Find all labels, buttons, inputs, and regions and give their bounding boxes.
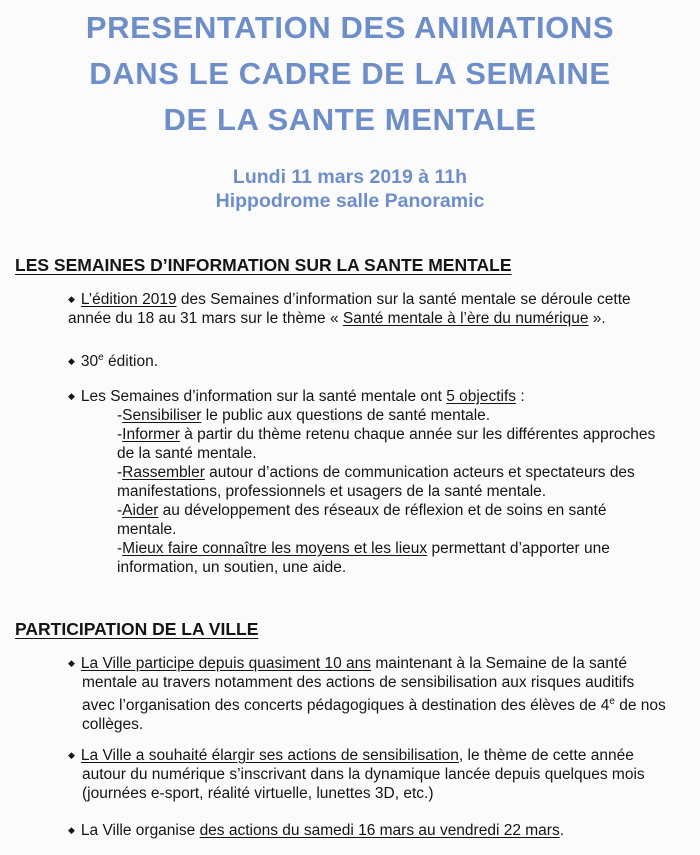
- section-heading-semaines: LES SEMAINES D’INFORMATION SUR LA SANTE MENTALE: [15, 255, 512, 275]
- paragraph-objectifs: ◆ Les Semaines d’information sur la santé mentale ont 5 objectifs :: [68, 388, 525, 405]
- diamond-bullet-icon: ◆: [68, 825, 75, 835]
- diamond-bullet-icon: ◆: [68, 750, 75, 760]
- objective-item: -Rassembler autour d’actions de communication acteurs et spectateurs des: [117, 464, 635, 481]
- paragraph-edition: ◆ L’édition 2019 des Semaines d’information sur la santé mentale se déroule cette année du 18 au 31 mars sur le thème « Santé mentale à l’ère du numérique ».: [68, 291, 631, 327]
- paragraph-ville-participe: ◆ La Ville participe depuis quasiment 10 ans maintenant à la Semaine de la santé mentale au travers notamment des actions de sensibilisation aux risques auditifs avec l’organisation des concerts pédagogiques à destination des élèves de 4e de nos collèges.: [68, 655, 666, 734]
- diamond-bullet-icon: ◆: [68, 391, 75, 401]
- objective-item: -Aider au développement des réseaux de réflexion et de soins en santé: [117, 502, 607, 519]
- objective-item: -Mieux faire connaître les moyens et les lieux permettant d’apporter une: [117, 540, 610, 557]
- event-place: Hippodrome salle Panoramic: [215, 190, 485, 212]
- diamond-bullet-icon: ◆: [68, 294, 75, 304]
- objectives-list: -Sensibiliser le public aux questions de santé mentale. -Informer à partir du thème retenu chaque année sur les différentes approches de la santé mentale. -Rassembler autour d’actions de communication acteurs et spectateurs des manifestations, professionnels et usagers de la santé mentale. -Aider au développement des réseaux de réflexion et de soins en santé mentale. -Mieux faire connaître les moyens et les lieux permettant d’apporter une information, un soutien, une aide.: [117, 406, 675, 577]
- title-line-3: DE LA SANTE MENTALE: [163, 102, 537, 137]
- event-date: Lundi 11 mars 2019 à 11h: [232, 166, 468, 188]
- diamond-bullet-icon: ◆: [68, 356, 75, 367]
- section-heading-participation: PARTICIPATION DE LA VILLE: [15, 619, 259, 639]
- title-line-2: DANS LE CADRE DE LA SEMAINE: [89, 56, 611, 91]
- title-line-1: PRESENTATION DES ANIMATIONS: [85, 10, 615, 45]
- paragraph-ville-organise: ◆ La Ville organise des actions du samedi 16 mars au vendredi 22 mars.: [68, 822, 565, 839]
- diamond-bullet-icon: ◆: [68, 658, 75, 668]
- paragraph-ville-elargir: ◆ La Ville a souhaité élargir ses actions de sensibilisation, le thème de cette année autour du numérique s’inscrivant dans la dynamique lancée depuis quelques mois (journées e-sport, réalité virtuelle, lunettes 3D, etc.): [68, 747, 645, 802]
- paragraph-30e-edition: ◆ 30e édition.: [68, 352, 159, 371]
- objective-item: -Sensibiliser le public aux questions de santé mentale.: [117, 407, 491, 424]
- objective-item: -Informer à partir du thème retenu chaque année sur les différentes approches: [117, 426, 656, 443]
